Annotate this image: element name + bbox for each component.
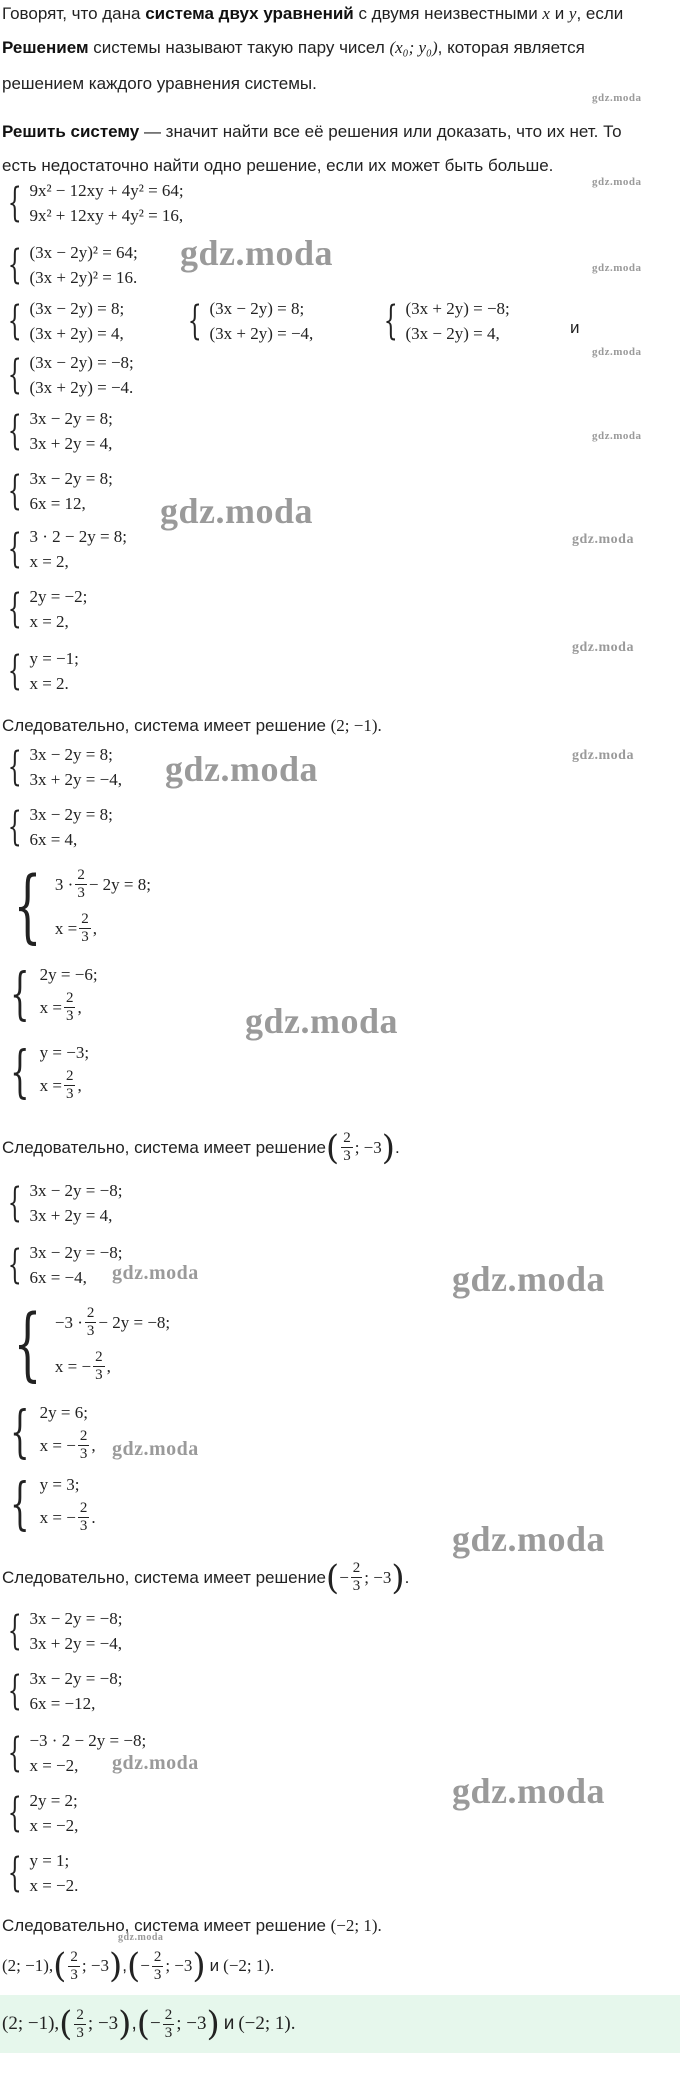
intro-line-1: Говорят, что дана система двух уравнений с двумя неизвестными x и y, если — [2, 4, 624, 23]
conclusion-c: Следовательно, система имеет решение ( − $\frac{2}{3}$ ; −3 ) . — [2, 1557, 410, 1598]
final-answer-plain: (2; −1), ( $\frac{2}{3}$ ; −3 ) , ( − $\frac{2}{3}$ ; −3 ) и (−2; 1). — [2, 1946, 275, 1986]
watermark: gdz.moda — [452, 1519, 606, 1559]
system-3a: { (3x − 2y) = 8; (3x + 2y) = 4, — [7, 298, 125, 344]
system-c5: { y = 3; x = − $\frac{2}{3}$ . — [10, 1471, 96, 1537]
watermark: gdz.moda — [572, 748, 634, 763]
watermark: gdz.moda — [592, 430, 642, 442]
watermark: gdz.moda — [592, 176, 642, 188]
system-d3: { −3 · 2 − 2y = −8; x = −2, — [7, 1730, 147, 1776]
watermark: gdz.moda — [572, 640, 634, 655]
system-3c: { (3x + 2y) = −8; (3x − 2y) = 4, — [383, 298, 510, 344]
system-c2: { 3x − 2y = −8; 6x = −4, — [7, 1242, 123, 1288]
watermark: gdz.moda — [180, 233, 334, 273]
watermark: gdz.moda — [118, 1932, 164, 1943]
conclusion-d: Следовательно, система имеет решение (−2; 1). — [2, 1916, 382, 1935]
watermark: gdz.moda — [112, 1752, 199, 1774]
watermark: gdz.moda — [160, 491, 314, 531]
system-3b: { (3x − 2y) = 8; (3x + 2y) = −4, — [187, 298, 314, 344]
intro-line-5: есть недостаточно найти одно решение, если их может быть больше. — [2, 156, 554, 175]
watermark: gdz.moda — [165, 749, 319, 789]
watermark: gdz.moda — [592, 92, 642, 104]
conclusion-a: Следовательно, система имеет решение (2; −1). — [2, 716, 382, 735]
system-a2: { 3x − 2y = 8; 6x = 12, — [7, 468, 113, 514]
system-1: { 9x² − 12xy + 4y² = 64; 9x² + 12xy + 4y² = 16, — [7, 180, 184, 226]
system-b2: { 3x − 2y = 8; 6x = 4, — [7, 804, 113, 850]
system-2: { (3x − 2y)² = 64; (3x + 2y)² = 16. — [7, 242, 138, 288]
system-c4: { 2y = 6; x = − $\frac{2}{3}$ , — [10, 1399, 96, 1465]
system-a4: { 2y = −2; x = 2, — [7, 586, 88, 632]
and-word: и — [570, 318, 580, 337]
system-a5: { y = −1; x = 2. — [7, 648, 79, 694]
watermark: gdz.moda — [452, 1771, 606, 1811]
system-d4: { 2y = 2; x = −2, — [7, 1790, 79, 1836]
conclusion-b: Следовательно, система имеет решение ( $\frac{2}{3}$ ; −3 ) . — [2, 1127, 400, 1168]
system-b4: { 2y = −6; x = $\frac{2}{3}$ , — [10, 961, 98, 1027]
system-c1: { 3x − 2y = −8; 3x + 2y = 4, — [7, 1180, 123, 1226]
system-d5: { y = 1; x = −2. — [7, 1850, 79, 1896]
system-c3: { −3 · $\frac{2}{3}$ − 2y = −8; x = − $\frac{2}{3}$ , — [13, 1297, 171, 1390]
system-b5: { y = −3; x = $\frac{2}{3}$ , — [10, 1039, 90, 1105]
watermark: gdz.moda — [452, 1259, 606, 1299]
intro-line-2: Решением системы называют такую пару чисел (x₀; y₀), которая является — [2, 38, 585, 57]
intro-line-4: Решить систему — значит найти все её решения или доказать, что их нет. То — [2, 122, 622, 141]
system-a1: { 3x − 2y = 8; 3x + 2y = 4, — [7, 408, 113, 454]
system-d1: { 3x − 2y = −8; 3x + 2y = −4, — [7, 1608, 123, 1654]
watermark: gdz.moda — [592, 346, 642, 358]
system-4: { (3x − 2y) = −8; (3x + 2y) = −4. — [7, 352, 134, 398]
system-d2: { 3x − 2y = −8; 6x = −12, — [7, 1668, 123, 1714]
system-a3: { 3 · 2 − 2y = 8; x = 2, — [7, 526, 128, 572]
intro-line-3: решением каждого уравнения системы. — [2, 74, 317, 93]
watermark: gdz.moda — [592, 262, 642, 274]
watermark: gdz.moda — [112, 1438, 199, 1460]
watermark: gdz.moda — [245, 1001, 399, 1041]
system-b1: { 3x − 2y = 8; 3x + 2y = −4, — [7, 744, 122, 790]
watermark: gdz.moda — [572, 532, 634, 547]
watermark: gdz.moda — [112, 1262, 199, 1284]
final-answer: (2; −1), ( $\frac{2}{3}$ ; −3 ) , ( − $\frac{2}{3}$ ; −3 ) и (−2; 1). — [2, 2004, 296, 2044]
system-b3: { 3 · $\frac{2}{3}$ − 2y = 8; x = $\frac{2}{3}$ , — [13, 859, 151, 952]
